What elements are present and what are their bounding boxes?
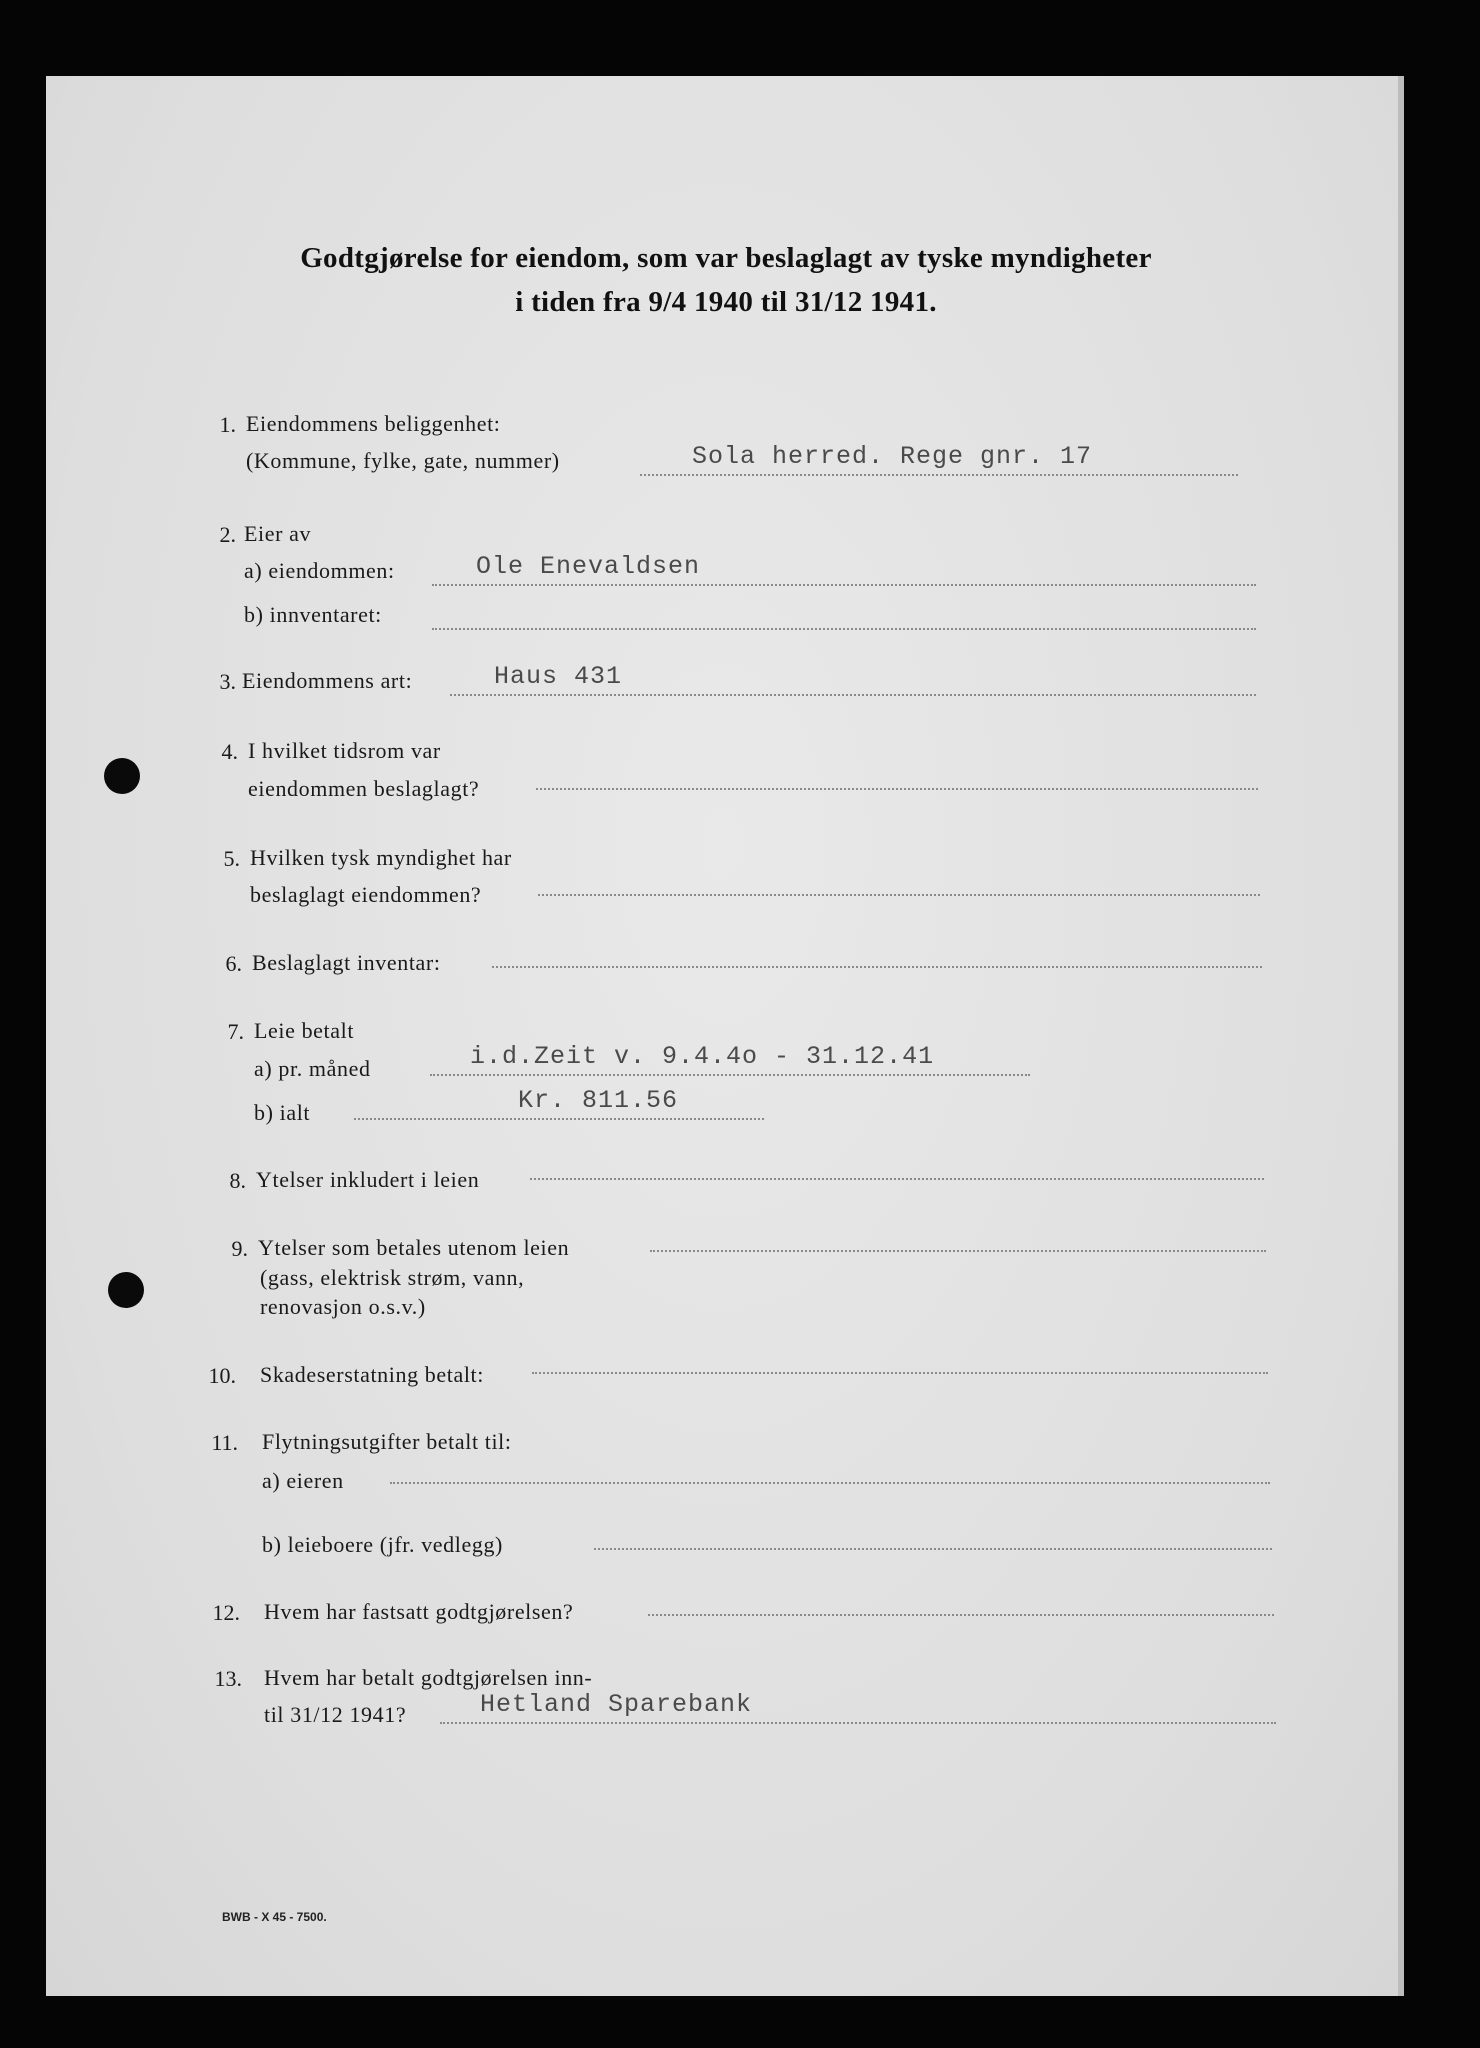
item-4-line bbox=[536, 788, 1258, 790]
item-9-sublabel-2: renovasjon o.s.v.) bbox=[260, 1294, 426, 1319]
item-6-label: Beslaglagt inventar: bbox=[252, 950, 441, 975]
item-8-label: Ytelser inkludert i leien bbox=[256, 1167, 480, 1192]
item-13-sublabel: til 31/12 1941? bbox=[264, 1702, 407, 1727]
item-2a-value: Ole Enevaldsen bbox=[476, 552, 701, 581]
item-1-line bbox=[640, 474, 1238, 476]
item-13-line bbox=[440, 1722, 1276, 1724]
item-11b-line bbox=[594, 1548, 1272, 1550]
item-1-value: Sola herred. Rege gnr. 17 bbox=[692, 442, 1093, 471]
item-2a-line bbox=[432, 584, 1256, 586]
item-7b-line bbox=[354, 1118, 764, 1120]
item-9-number: 9. bbox=[231, 1236, 248, 1261]
item-2-number: 2. bbox=[219, 522, 236, 547]
item-12-line bbox=[648, 1614, 1274, 1616]
item-5-line bbox=[538, 894, 1260, 896]
item-8-line bbox=[530, 1178, 1264, 1180]
item-7-number: 7. bbox=[227, 1019, 244, 1044]
item-7a-label: a) pr. måned bbox=[254, 1056, 371, 1081]
item-7b-label: b) ialt bbox=[254, 1100, 311, 1125]
item-1-label: Eiendommens beliggenhet: bbox=[246, 411, 501, 436]
item-12-label: Hvem har fastsatt godtgjørelsen? bbox=[264, 1599, 574, 1624]
item-5-label: Hvilken tysk myndighet har bbox=[250, 845, 512, 870]
punch-hole-upper bbox=[104, 758, 140, 794]
item-5-number: 5. bbox=[223, 846, 240, 871]
item-9-label: Ytelser som betales utenom leien bbox=[258, 1235, 570, 1260]
item-12-number: 12. bbox=[212, 1600, 240, 1625]
item-6-number: 6. bbox=[225, 951, 242, 976]
item-13-label: Hvem har betalt godtgjørelsen inn- bbox=[264, 1665, 593, 1690]
item-2a-label: a) eiendommen: bbox=[244, 558, 395, 583]
item-3-number: 3. bbox=[219, 669, 236, 694]
form-code: BWB - X 45 - 7500. bbox=[222, 1910, 327, 1924]
punch-hole-lower bbox=[108, 1272, 144, 1308]
item-9-line bbox=[650, 1250, 1266, 1252]
item-10-line bbox=[532, 1372, 1268, 1374]
item-4-label: I hvilket tidsrom var bbox=[248, 738, 441, 763]
item-4-sublabel: eiendommen beslaglagt? bbox=[248, 776, 480, 801]
item-4-number: 4. bbox=[221, 739, 238, 764]
item-11-label: Flytningsutgifter betalt til: bbox=[262, 1429, 512, 1454]
item-1-sublabel: (Kommune, fylke, gate, nummer) bbox=[246, 448, 560, 473]
item-5-sublabel: beslaglagt eiendommen? bbox=[250, 882, 482, 907]
item-13-value: Hetland Sparebank bbox=[480, 1690, 753, 1719]
item-3-line bbox=[450, 694, 1256, 696]
item-11b-label: b) leieboere (jfr. vedlegg) bbox=[262, 1532, 503, 1557]
item-2b-label: b) innventaret: bbox=[244, 602, 382, 627]
item-6-line bbox=[492, 966, 1262, 968]
item-11-number: 11. bbox=[211, 1430, 238, 1455]
item-3-label: Eiendommens art: bbox=[242, 668, 413, 693]
item-7b-value: Kr. 811.56 bbox=[518, 1086, 679, 1115]
item-13-number: 13. bbox=[214, 1666, 242, 1691]
item-10-label: Skadeserstatning betalt: bbox=[260, 1362, 484, 1387]
item-10-number: 10. bbox=[208, 1363, 236, 1388]
item-7a-line bbox=[430, 1074, 1030, 1076]
form-sheet bbox=[46, 76, 1404, 1996]
item-8-number: 8. bbox=[229, 1168, 246, 1193]
item-1-number: 1. bbox=[219, 412, 236, 437]
item-9-sublabel-1: (gass, elektrisk strøm, vann, bbox=[260, 1265, 525, 1290]
item-7-label: Leie betalt bbox=[254, 1018, 355, 1043]
item-7a-value: i.d.Zeit v. 9.4.4o - 31.12.41 bbox=[470, 1042, 935, 1071]
item-3-value: Haus 431 bbox=[494, 662, 623, 691]
item-11a-line bbox=[390, 1482, 1270, 1484]
form-title-line1: Godtgjørelse for eiendom, som var beslaglagt av tyske myndigheter bbox=[300, 242, 1152, 274]
form-title-line2: i tiden fra 9/4 1940 til 31/12 1941. bbox=[515, 286, 937, 318]
item-2b-line bbox=[432, 628, 1256, 630]
item-2-label: Eier av bbox=[244, 521, 312, 546]
item-11a-label: a) eieren bbox=[262, 1468, 344, 1493]
